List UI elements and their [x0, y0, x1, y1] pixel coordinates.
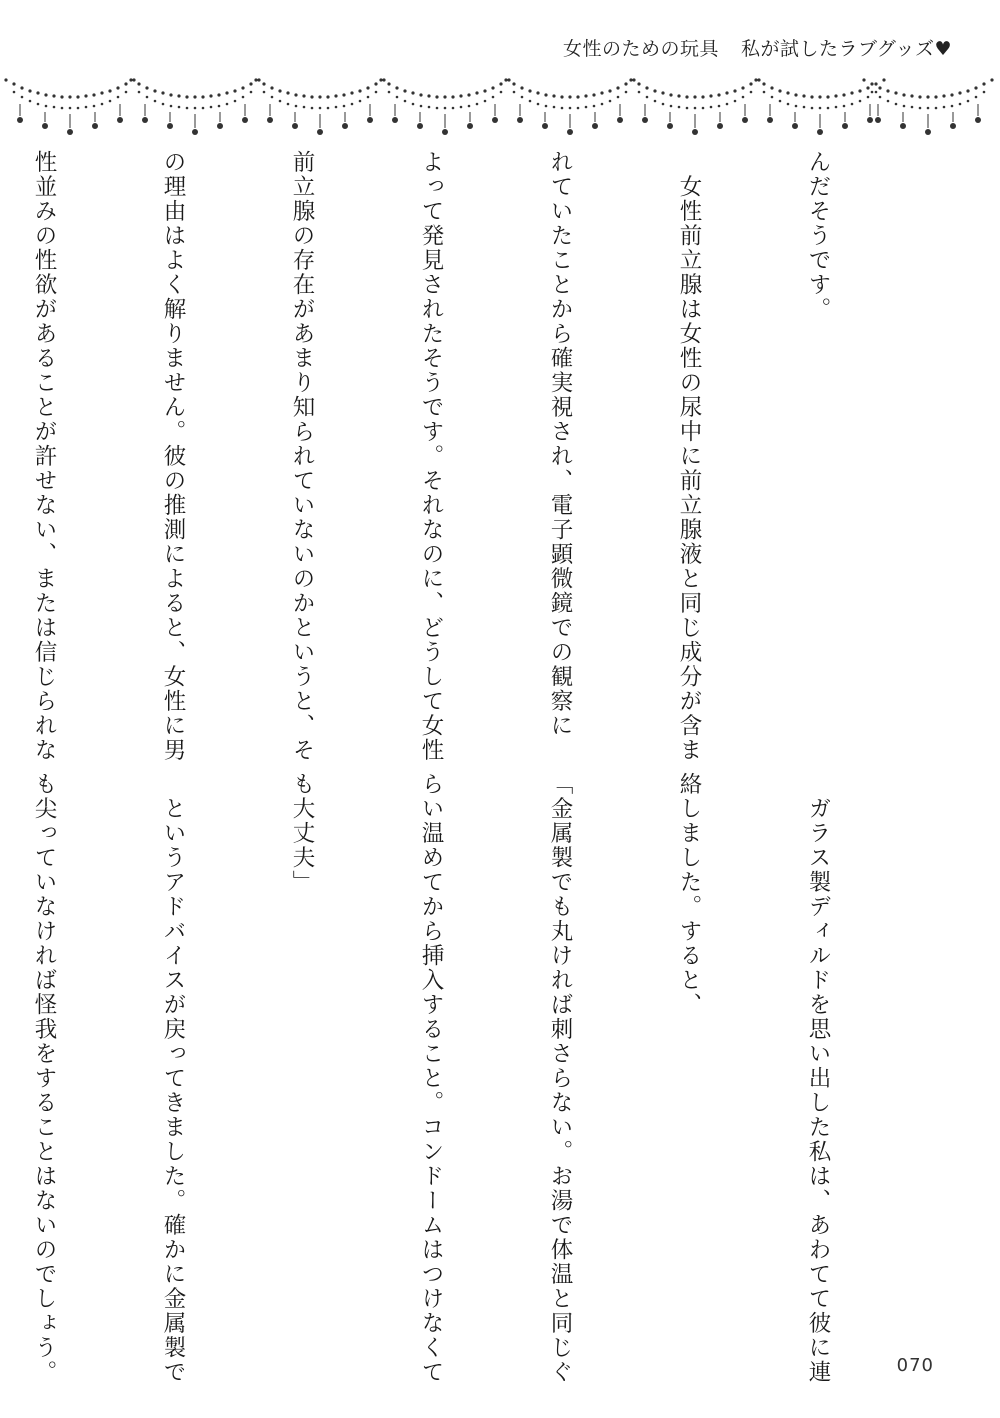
- text-line: も大丈夫」: [289, 772, 315, 895]
- text-line: 女性前立腺は女性の尿中に前立腺液と同じ成分が含ま: [676, 150, 702, 763]
- text-line: というアドバイスが戻ってきました。確かに金属製で: [160, 772, 186, 1385]
- text-line: 性並みの性欲があることが許せない、または信じられな: [31, 150, 57, 763]
- text-line: れていたことから確実視され、電子顕微鏡での観察に: [547, 150, 573, 738]
- body-text-upper: [31, 150, 925, 763]
- text-line: 「金属製でも丸ければ刺さらない。お湯で体温と同じぐ: [547, 772, 573, 1385]
- chapter-title: 私が試したラブグッズ: [740, 38, 935, 60]
- text-line: 絡しました。すると、: [676, 772, 702, 1017]
- series-title: 女性のための玩具: [562, 38, 719, 60]
- heart-icon: ♥: [934, 38, 952, 60]
- page-number: 070: [896, 1355, 934, 1376]
- garland-ornament: [0, 72, 1000, 142]
- text-line: の理由はよく解りません。彼の推測によると、女性に男: [160, 150, 186, 763]
- text-line: らい温めてから挿入すること。コンドームはつけなくて: [418, 772, 444, 1385]
- garland-dots: [4, 78, 993, 135]
- text-line: よって発見されたそうです。それなのに、どうして女性: [418, 150, 444, 763]
- running-header: [563, 34, 952, 61]
- text-line: も尖っていなければ怪我をすることはないのでしょう。: [31, 772, 57, 1385]
- text-line: 前立腺の存在があまり知られていないのかというと、そ: [289, 150, 315, 763]
- text-line: ガラス製ディルドを思い出した私は、あわてて彼に連: [805, 772, 831, 1385]
- text-line: んだそうです。: [805, 150, 831, 322]
